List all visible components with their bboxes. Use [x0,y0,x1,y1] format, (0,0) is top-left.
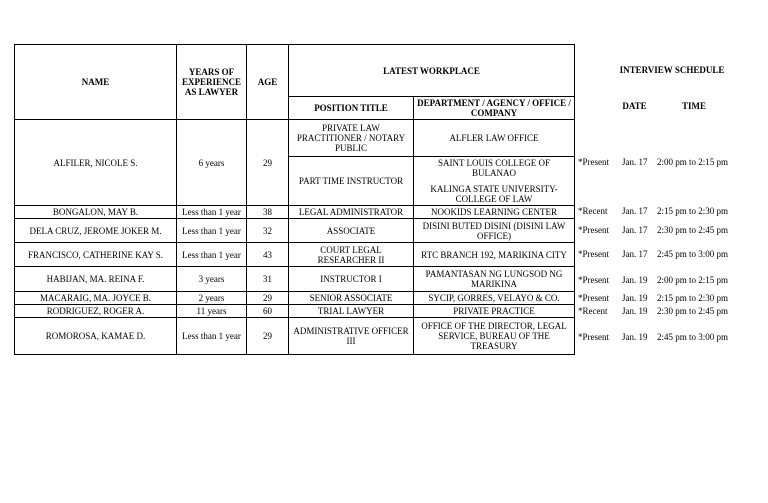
schedule-row [574,292,768,304]
schedule-date: Jan. 19 [622,293,648,303]
schedule-date: Jan. 19 [622,275,648,285]
row-position: COURT LEGAL RESEARCHER II [289,243,414,267]
schedule-date: Jan. 17 [622,206,648,216]
schedule-status: *Present [578,332,609,342]
row-years: Less than 1 year [177,206,247,219]
header-date: DATE [622,101,647,111]
row-name: ROMOROSA, KAMAE D. [15,318,177,355]
schedule-time: 2:30 pm to 2:45 pm [657,306,729,316]
header-department: DEPARTMENT / AGENCY / OFFICE / COMPANY [414,97,575,120]
row-name: FRANCISCO, CATHERINE KAY S. [15,243,177,267]
row-dept: NOOKIDS LEARNING CENTER [414,206,575,219]
schedule-time: 2:45 pm to 3:00 pm [657,249,729,259]
row-position: ADMINISTRATIVE OFFICER III [289,318,414,355]
row-name: DELA CRUZ, JEROME JOKER M. [15,219,177,243]
row-years: 6 years [177,120,247,206]
schedule-status: *Present [578,275,609,285]
schedule-status: *Present [578,225,609,235]
row-name: MACARAIG, MA. JOYCE B. [15,292,177,305]
schedule-row [574,248,768,260]
row-age: 32 [247,219,289,243]
schedule-date: Jan. 19 [622,332,648,342]
row-years: Less than 1 year [177,243,247,267]
schedule-row [574,331,768,343]
row-years: 3 years [177,267,247,292]
row-dept: DISINI BUTED DISINI (DISINI LAW OFFICE) [414,219,575,243]
header-position: POSITION TITLE [289,97,414,120]
row-dept: SYCIP, GORRES, VELAYO & CO. [414,292,575,305]
row-years: 2 years [177,292,247,305]
row-name: BONGALON, MAY B. [15,206,177,219]
header-age: AGE [247,45,289,120]
schedule-time: 2:30 pm to 2:45 pm [657,225,729,235]
row-position: ASSOCIATE [289,219,414,243]
row-years: Less than 1 year [177,219,247,243]
schedule-time: 2:15 pm to 2:30 pm [657,206,729,216]
row-age: 29 [247,318,289,355]
row-position: LEGAL ADMINISTRATOR [289,206,414,219]
row-age: 60 [247,305,289,318]
schedule-row [574,305,768,317]
schedule-date: Jan. 17 [622,225,648,235]
schedule-time: 2:00 pm to 2:15 pm [657,157,729,167]
schedule-time: 2:15 pm to 2:30 pm [657,293,729,303]
row-age: 43 [247,243,289,267]
row-position: INSTRUCTOR I [289,267,414,292]
row-age: 38 [247,206,289,219]
row-position: PART TIME INSTRUCTOR [289,157,414,206]
row-dept: ALFLER LAW OFFICE [414,120,575,157]
row-dept-line: SAINT LOUIS COLLEGE OF BULANAO [437,158,551,178]
header-years: YEARS OF EXPERIENCE AS LAWYER [177,45,247,120]
row-position: TRIAL LAWYER [289,305,414,318]
header-time: TIME [681,101,706,111]
schedule-status: *Present [578,249,609,259]
row-age: 29 [247,292,289,305]
row-dept: PRIVATE PRACTICE [414,305,575,318]
row-name: HABIJAN, MA. REINA F. [15,267,177,292]
row-dept [414,157,575,206]
schedule-row [574,224,768,236]
row-years: Less than 1 year [177,318,247,355]
applicants-table [14,44,575,355]
row-age: 29 [247,120,289,206]
header-workplace: LATEST WORKPLACE [289,45,575,97]
schedule-time: 2:45 pm to 3:00 pm [657,332,729,342]
schedule-date: Jan. 17 [622,157,648,167]
schedule-status: *Present [578,293,609,303]
schedule-status: *Present [578,157,609,167]
row-name: ALFILER, NICOLE S. [15,120,177,206]
schedule-time: 2:00 pm to 2:15 pm [657,275,729,285]
schedule-status: *Recent [578,306,608,316]
schedule-row [574,156,768,168]
row-name: RODRIGUEZ, ROGER A. [15,305,177,318]
schedule-date: Jan. 19 [622,306,648,316]
row-position: SENIOR ASSOCIATE [289,292,414,305]
row-dept: RTC BRANCH 192, MARIKINA CITY [414,243,575,267]
header-interview: INTERVIEW SCHEDULE [619,65,725,75]
schedule-status: *Recent [578,206,608,216]
schedule-row [574,274,768,286]
row-dept-line: KALINGA STATE UNIVERSITY-COLLEGE OF LAW [430,184,558,204]
header-name: NAME [15,45,177,120]
schedule-date: Jan. 17 [622,249,648,259]
row-age: 31 [247,267,289,292]
schedule-row [574,205,768,217]
row-dept: PAMANTASAN NG LUNGSOD NG MARIKINA [414,267,575,292]
row-position: PRIVATE LAW PRACTITIONER / NOTARY PUBLIC [289,120,414,157]
row-years: 11 years [177,305,247,318]
row-dept: OFFICE OF THE DIRECTOR, LEGAL SERVICE, BUREAU OF THE TREASURY [414,318,575,355]
